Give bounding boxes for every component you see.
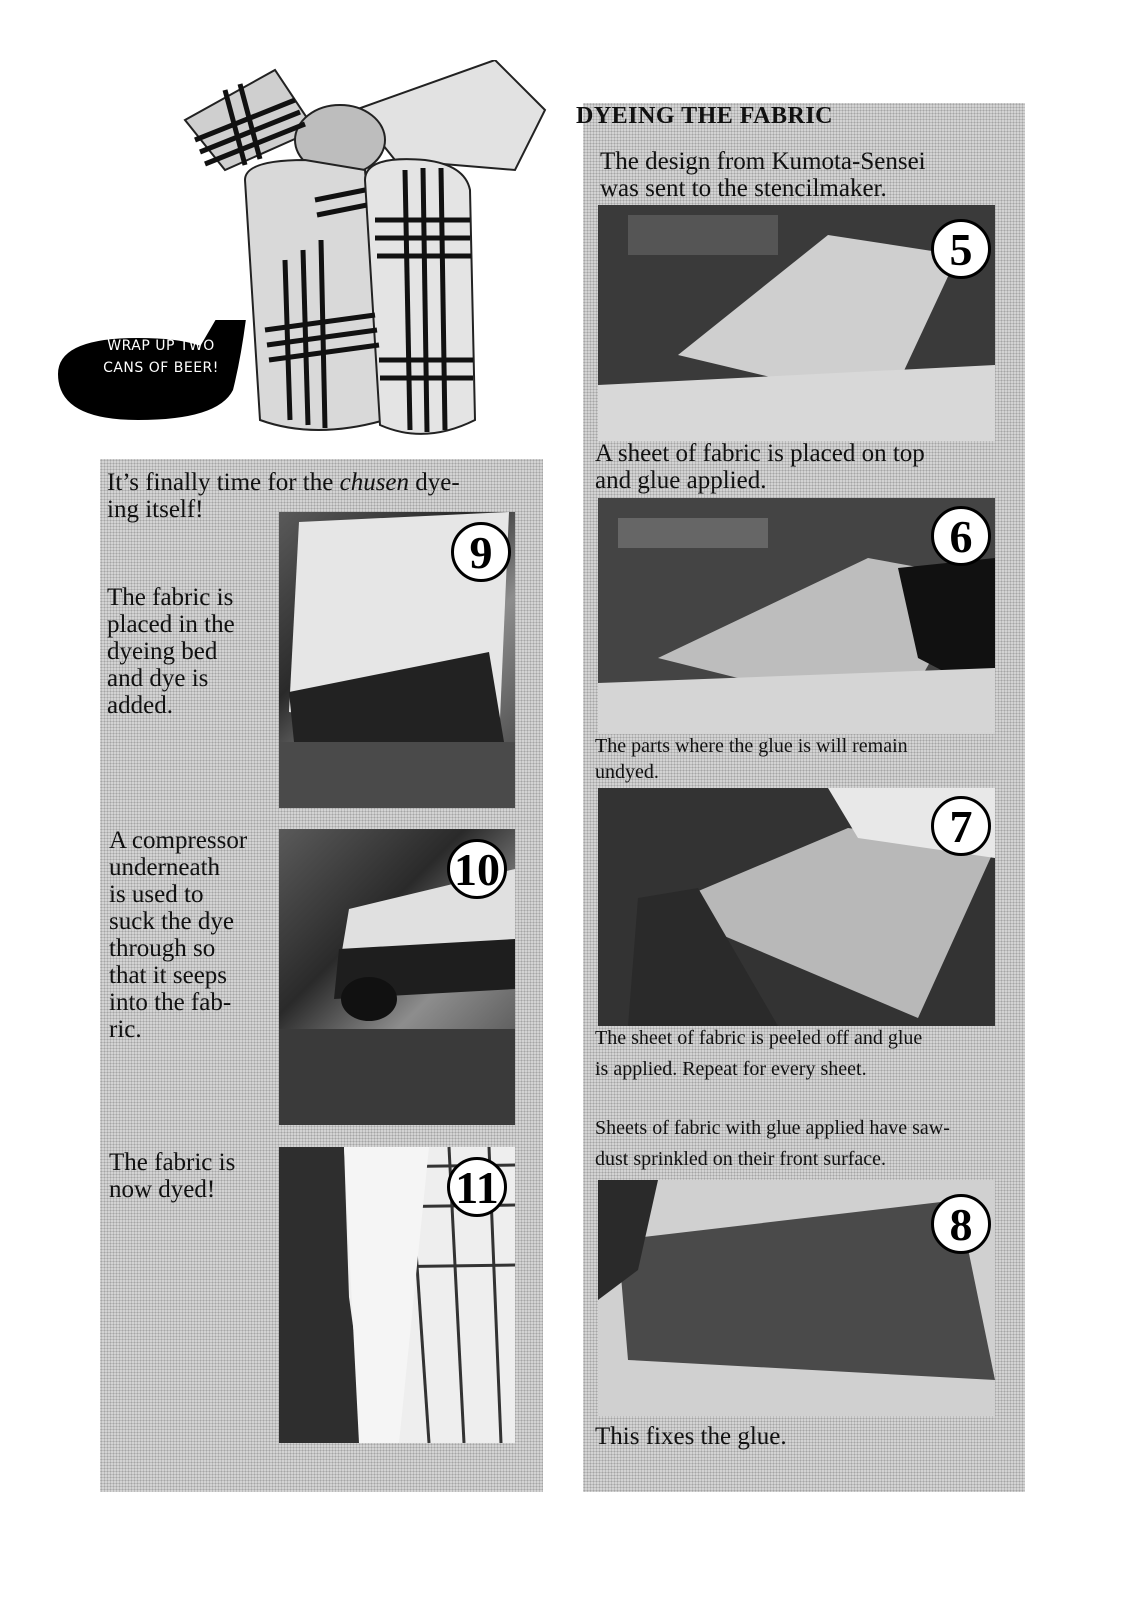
step-11-line: now dyed! xyxy=(109,1176,216,1203)
chusen-dyeing-panel xyxy=(100,459,543,1492)
step-7-number: 7 xyxy=(931,796,991,856)
right-intro-line-1: The design from Kumota-Sensei xyxy=(600,148,926,175)
step-7-caption-line: The sheet of fabric is peeled off and glue xyxy=(595,1027,923,1049)
step-9-line: dyeing bed xyxy=(107,638,218,665)
section-heading: DYEING THE FABRIC xyxy=(576,103,833,129)
step-9-line: and dye is xyxy=(107,665,209,692)
step-6-caption-line: undyed. xyxy=(595,761,659,783)
step-10-photo xyxy=(279,829,515,1125)
step-11-photo xyxy=(279,1147,515,1443)
step-10-line: ric. xyxy=(109,1016,142,1043)
step-8-preface xyxy=(595,1113,1025,1175)
step-9-text xyxy=(107,584,277,719)
step-8-preface-line: Sheets of fabric with glue applied have saw- xyxy=(595,1117,950,1139)
dyeing-the-fabric-panel xyxy=(576,103,1025,1492)
step-5-caption-line: and glue applied. xyxy=(595,467,767,494)
step-5-photo xyxy=(598,205,995,441)
step-10-line: suck the dye xyxy=(109,908,234,935)
step-10-line: that it seeps xyxy=(109,962,228,989)
step-6-caption xyxy=(595,733,1025,785)
intro-italic-term: chusen xyxy=(339,469,410,496)
intro-prefix: It’s finally time for the xyxy=(107,469,340,496)
step-11-line: The fabric is xyxy=(109,1149,236,1176)
step-10-line: is used to xyxy=(109,881,204,908)
right-intro xyxy=(600,148,1020,202)
step-7-caption xyxy=(595,1023,1025,1085)
step-6-photo xyxy=(598,498,995,734)
step-10-line: into the fab- xyxy=(109,989,232,1016)
speech-bubble-text xyxy=(66,335,256,379)
step-9-photo xyxy=(279,512,515,808)
step-11-text xyxy=(109,1149,279,1203)
step-8-number: 8 xyxy=(931,1194,991,1254)
step-9-line: added. xyxy=(107,692,173,719)
step-6-number: 6 xyxy=(931,506,991,566)
intro-suffix: dye- xyxy=(409,469,460,496)
step-8-photo xyxy=(598,1180,995,1416)
step-7-photo xyxy=(598,788,995,1026)
intro-line-2: ing itself! xyxy=(107,496,204,523)
step-10-number: 10 xyxy=(447,839,507,899)
right-intro-line-2: was sent to the stencilmaker. xyxy=(600,175,887,202)
step-10-line: A compressor xyxy=(109,827,248,854)
step-9-line: placed in the xyxy=(107,611,235,638)
step-10-line: underneath xyxy=(109,854,221,881)
step-9-line: The fabric is xyxy=(107,584,234,611)
step-10-line: through so xyxy=(109,935,216,962)
step-11-number: 11 xyxy=(447,1157,507,1217)
step-5-number: 5 xyxy=(931,219,991,279)
step-5-caption-line: A sheet of fabric is placed on top xyxy=(595,440,925,467)
speech-line-1: WRAP UP TWO xyxy=(107,338,215,354)
step-6-caption-line: The parts where the glue is will remain xyxy=(595,735,908,757)
step-8-caption: This fixes the glue. xyxy=(595,1423,787,1450)
step-5-caption xyxy=(595,440,1025,494)
step-10-text xyxy=(109,827,279,1043)
step-8-preface-line: dust sprinkled on their front surface. xyxy=(595,1148,887,1170)
step-9-number: 9 xyxy=(451,522,511,582)
speech-line-2: CANS OF BEER! xyxy=(103,360,219,376)
step-7-caption-line: is applied. Repeat for every sheet. xyxy=(595,1058,867,1080)
